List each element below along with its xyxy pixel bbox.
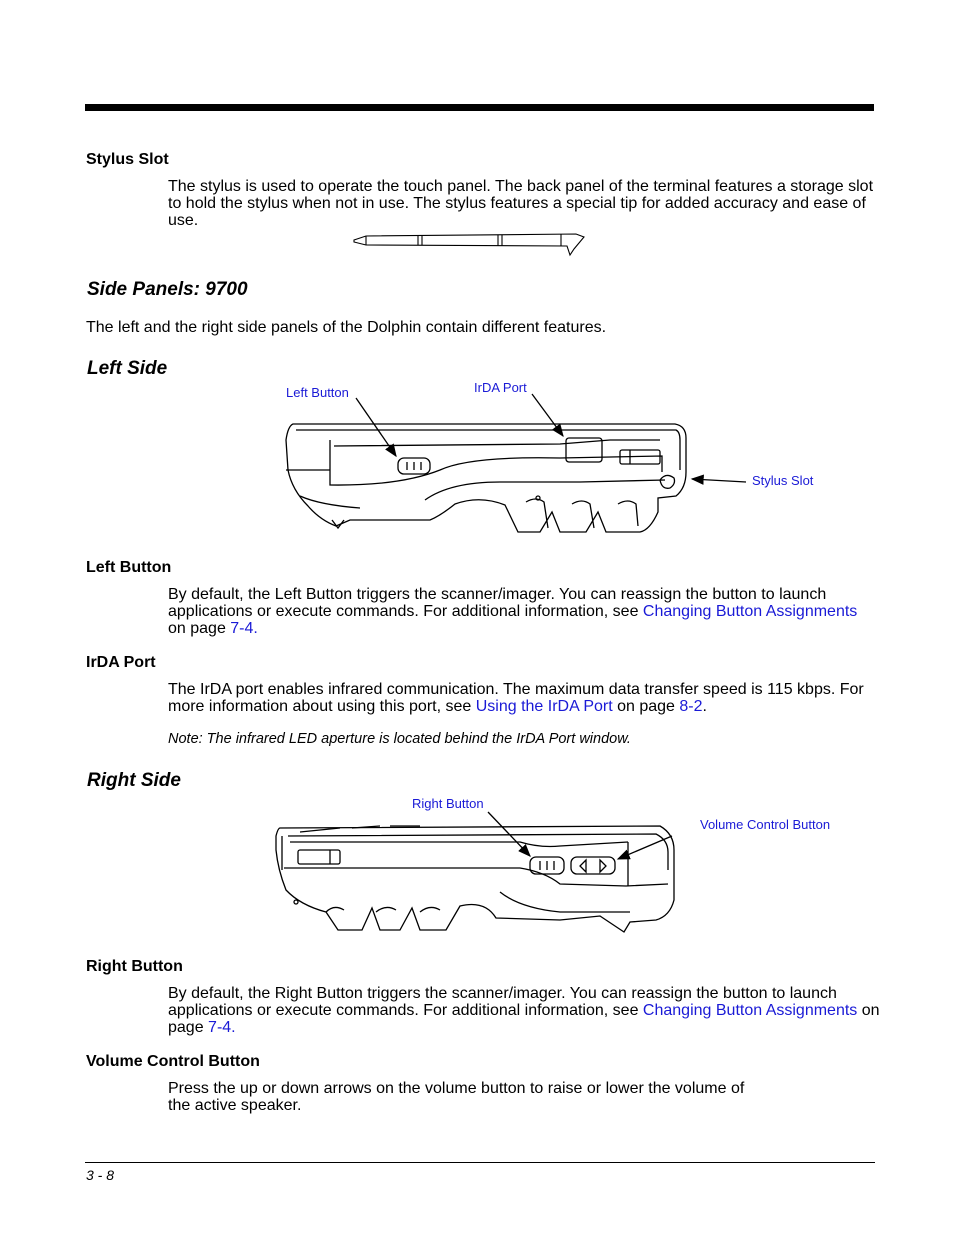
irda-port-heading: IrDA Port <box>86 654 156 671</box>
page-number: 3 - 8 <box>86 1167 115 1183</box>
footer-rule <box>85 1162 875 1163</box>
link-using-the-irda-port[interactable]: Using the IrDA Port <box>475 698 613 715</box>
side-panels-heading: Side Panels: 9700 <box>87 279 248 300</box>
left-button-text: By default, the Left Button triggers the scanner/imager. You can reassign the button to launch applications or execute commands. For additional information, see Changing Button Assignments on page 7-4. <box>168 586 858 637</box>
callout-right-button: Right Button <box>412 796 484 811</box>
right-side-device-illustration <box>270 808 680 938</box>
right-side-heading: Right Side <box>87 770 181 791</box>
link-page-7-4[interactable]: 7-4. <box>230 620 258 637</box>
link-changing-button-assignments[interactable]: Changing Button Assignments <box>642 603 858 620</box>
left-side-device-illustration <box>280 395 750 540</box>
irda-port-text: The IrDA port enables infrared communication. The maximum data transfer speed is 115 kbps. For more information about using this port, see Using the IrDA Port on page 8-2. <box>168 681 864 715</box>
stylus-slot-heading: Stylus Slot <box>86 151 169 168</box>
irda-port-note: Note: The infrared LED aperture is located behind the IrDA Port window. <box>168 731 631 747</box>
stylus-illustration <box>352 232 588 256</box>
header-rule <box>85 104 874 111</box>
left-button-heading: Left Button <box>86 559 172 576</box>
right-button-heading: Right Button <box>86 958 183 975</box>
volume-control-heading: Volume Control Button <box>86 1053 260 1070</box>
volume-control-text-line2: the active speaker. <box>168 1097 302 1114</box>
link-changing-button-assignments-2[interactable]: Changing Button Assignments <box>642 1002 858 1019</box>
stylus-slot-text: The stylus is used to operate the touch panel. The back panel of the terminal features a storage slot to hold the stylus when not in use. The stylus features a special tip for added accuracy and ease of use. <box>168 178 874 229</box>
side-panels-text: The left and the right side panels of the Dolphin contain different features. <box>86 319 607 336</box>
callout-left-button: Left Button <box>286 385 349 400</box>
callout-irda-port: IrDA Port <box>474 380 527 395</box>
callout-stylus-slot: Stylus Slot <box>752 473 814 488</box>
link-page-8-2[interactable]: 8-2 <box>679 698 703 715</box>
left-side-heading: Left Side <box>87 358 168 379</box>
callout-volume-control-button: Volume Control Button <box>700 817 831 832</box>
right-button-text: By default, the Right Button triggers the scanner/imager. You can reassign the button to launch applications or execute commands. For additional information, see Changing Button Assignments on page 7-4. <box>168 985 880 1036</box>
link-page-7-4-2[interactable]: 7-4. <box>208 1019 236 1036</box>
volume-control-text-line1: Press the up or down arrows on the volume button to raise or lower the volume of <box>168 1080 745 1097</box>
